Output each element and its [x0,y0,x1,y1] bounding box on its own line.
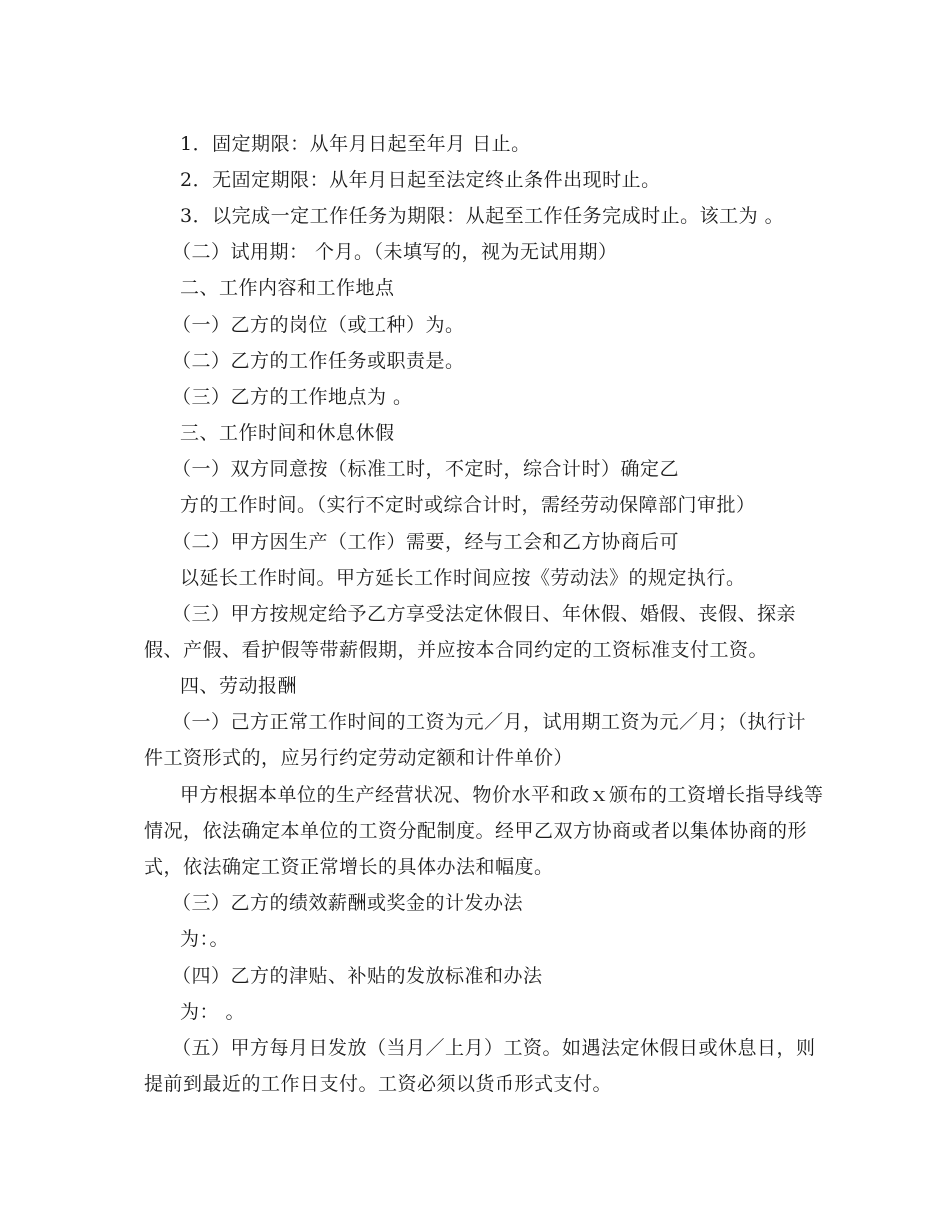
paid-leave-clause-cont: 假、产假、看护假等带薪假期，并应按本合同约定的工资标准支付工资。 [144,639,769,661]
duties-clause: （二）乙方的工作任务或职责是。 [172,350,465,372]
wage-system-clause-cont: 情况，依法确定本单位的工资分配制度。经甲乙双方协商或者以集体协商的形 [144,820,808,842]
allowance-clause: （四）乙方的津贴、补贴的发放标准和办法 [172,965,543,987]
bonus-clause: （三）乙方的绩效薪酬或奖金的计发办法 [172,892,524,914]
fixed-term-clause: 1．固定期限：从年月日起至年月 日止。 [180,133,531,155]
wage-system-clause-end: 式，依法确定工资正常增长的具体办法和幅度。 [144,856,554,878]
section-heading-remuneration: 四、劳动报酬 [180,675,298,697]
wage-clause-cont: 件工资形式的，应另行约定劳动定额和计件单价） [144,747,574,769]
wage-system-clause: 甲方根据本单位的生产经营状况、物价水平和政ｘ颁布的工资增长指导线等 [180,784,824,806]
working-hours-clause: （一）双方同意按（标准工时，不定时，综合计时）确定乙 [172,458,680,480]
probation-clause: （二）试用期： 个月。（未填写的，视为无试用期） [172,241,618,263]
section-heading-working-hours: 三、工作时间和休息休假 [180,422,395,444]
work-location-clause: （三）乙方的工作地点为 。 [172,386,413,408]
task-term-clause: 3．以完成一定工作任务为期限：从起至工作任务完成时止。该工为 。 [180,205,785,227]
paid-leave-clause: （三）甲方按规定给予乙方享受法定休假日、年休假、婚假、丧假、探亲 [172,603,797,625]
working-hours-clause-cont: 方的工作时间。（实行不定时或综合计时，需经劳动保障部门审批） [180,494,756,516]
allowance-clause-cont: 为： 。 [180,1001,246,1023]
wage-clause: （一）己方正常工作时间的工资为元／月，试用期工资为元／月；（执行计 [172,711,807,733]
section-heading-work-content: 二、工作内容和工作地点 [180,277,395,299]
overtime-clause: （二）甲方因生产（工作）需要，经与工会和乙方协商后可 [172,531,680,553]
open-term-clause: 2．无固定期限：从年月日起至法定终止条件出现时止。 [180,169,661,191]
overtime-clause-cont: 以延长工作时间。甲方延长工作时间应按《劳动法》的规定执行。 [180,567,746,589]
bonus-clause-cont: 为：。 [180,928,230,950]
payday-clause-cont: 提前到最近的工作日支付。工资必须以货币形式支付。 [144,1073,613,1095]
position-clause: （一）乙方的岗位（或工种）为。 [172,314,465,336]
payday-clause: （五）甲方每月日发放（当月／上月）工资。如遇法定休假日或休息日，则 [172,1037,816,1059]
